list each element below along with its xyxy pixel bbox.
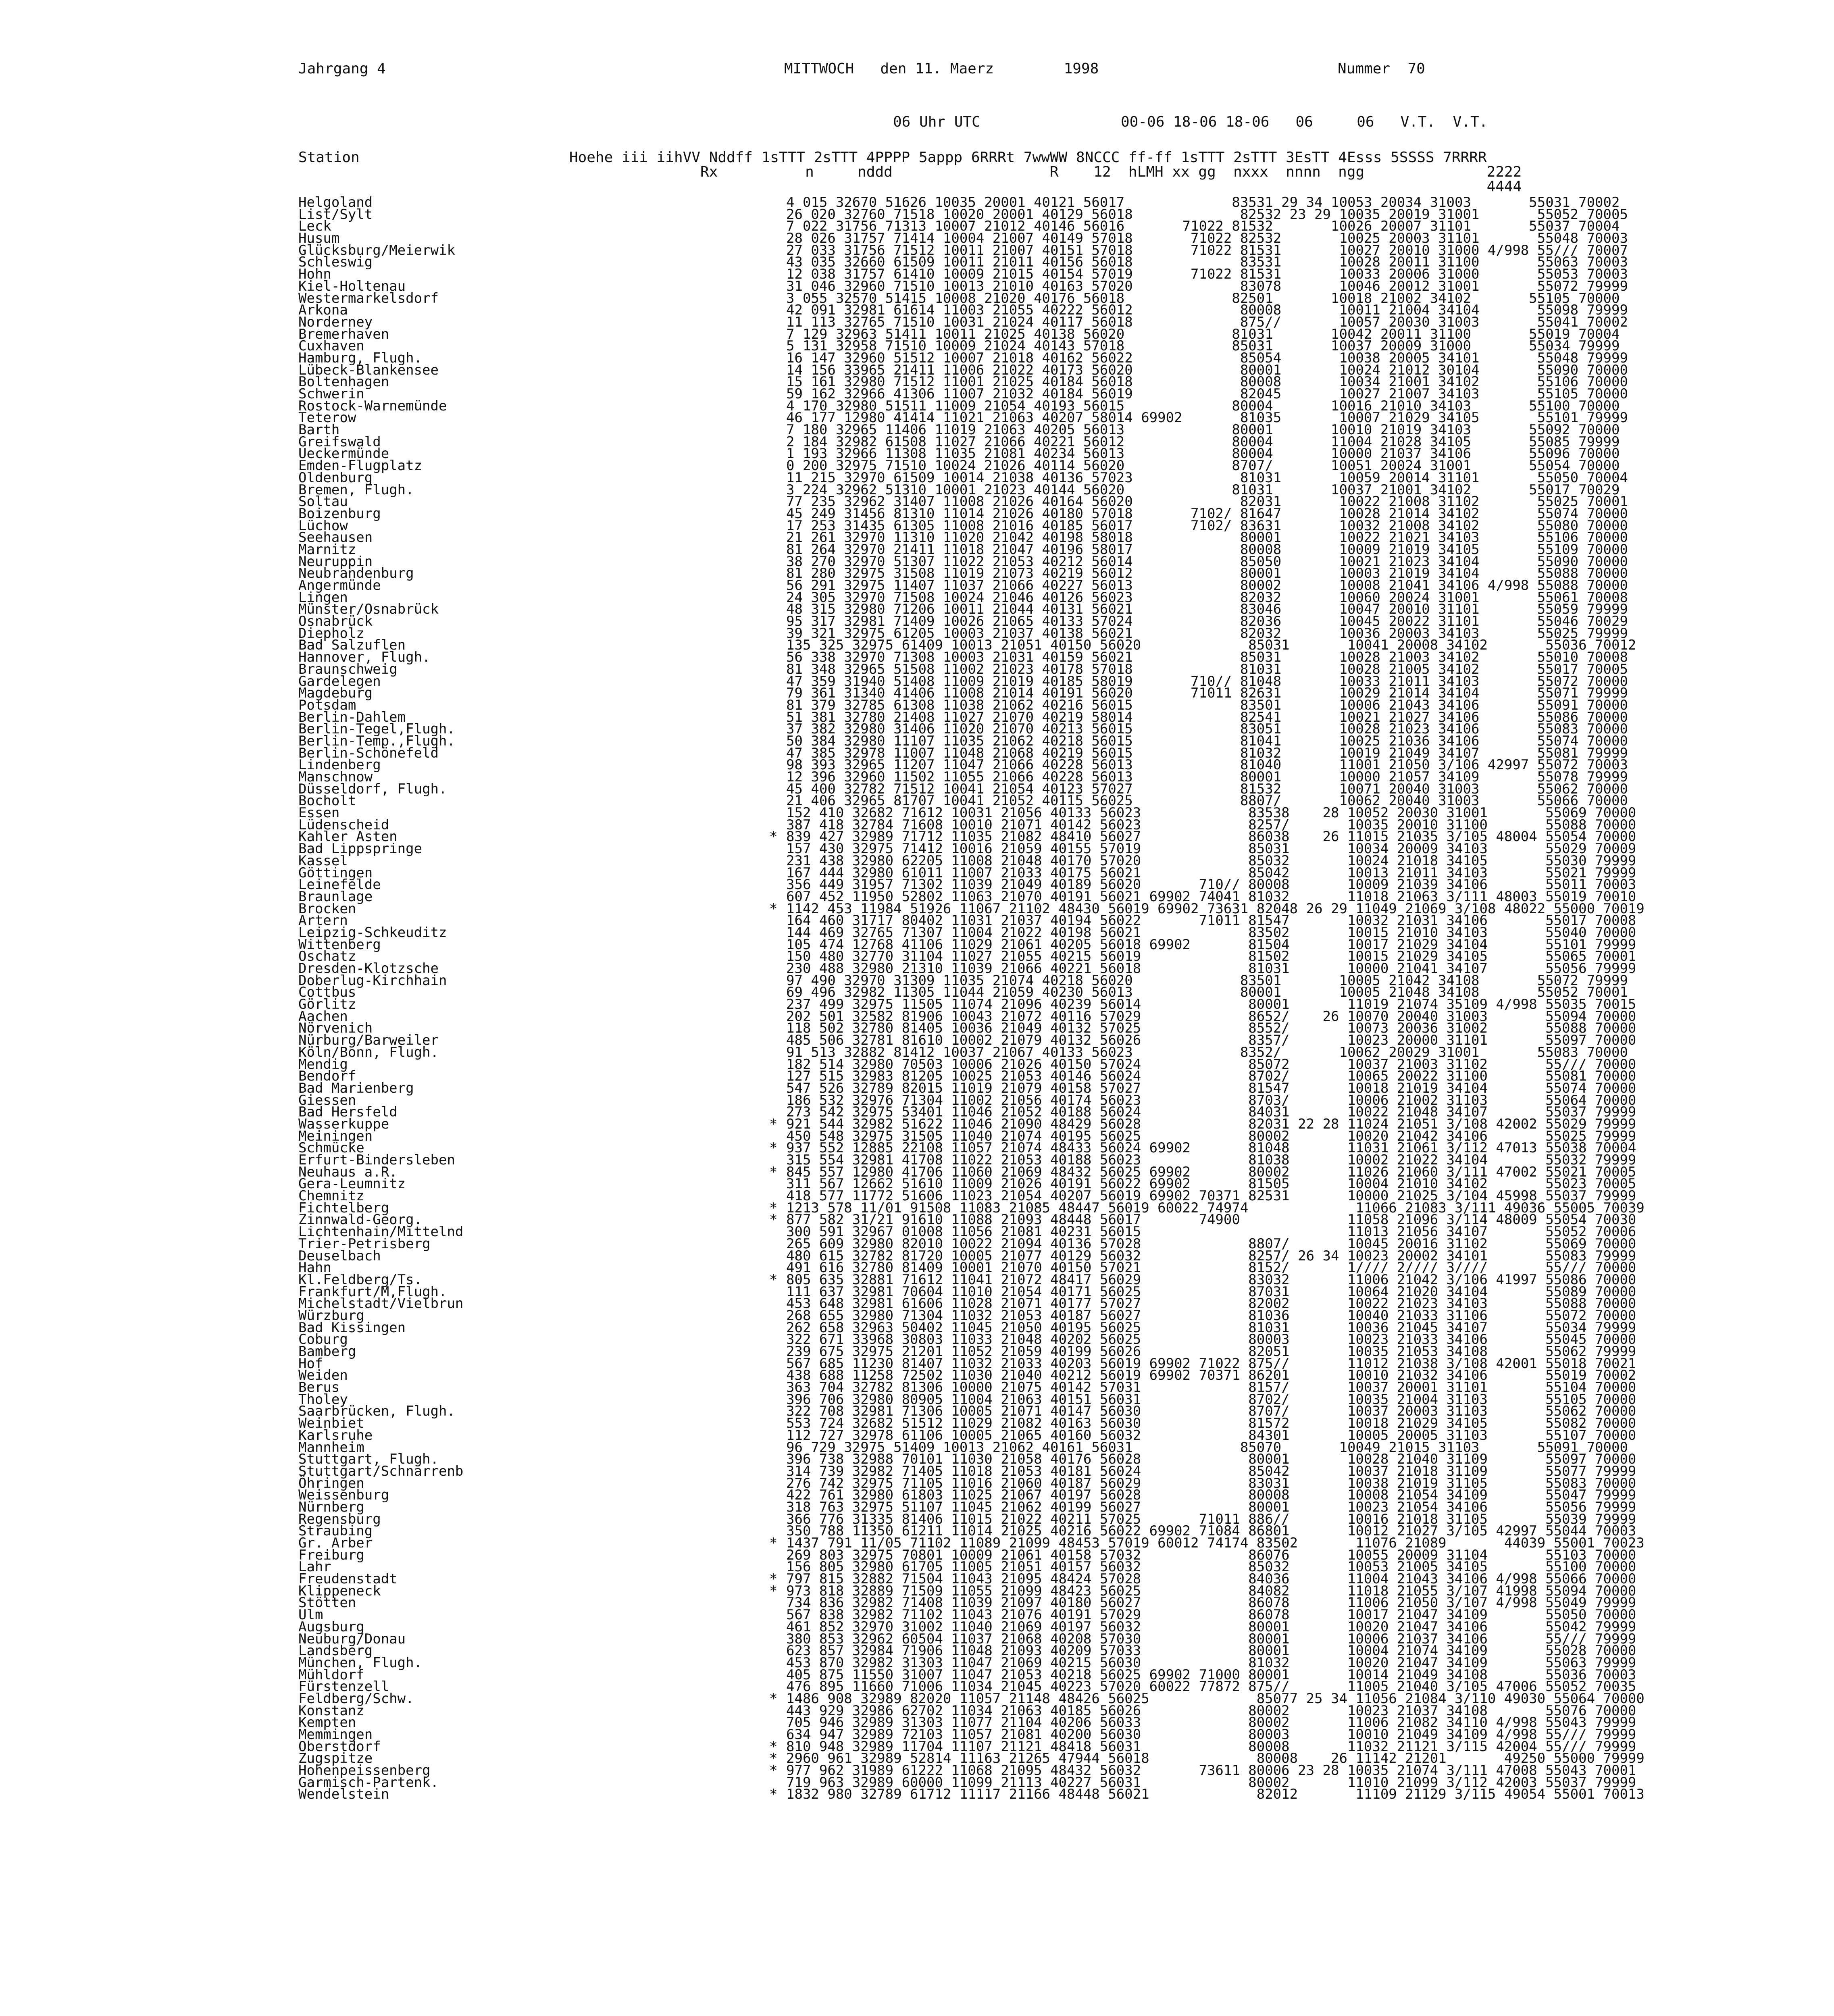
station-observation-codes: 356 449 31957 71302 11039 21049 40189 56020 710// 80008 10009 21039 34106 55011 70003: [786, 877, 1636, 893]
station-observation-codes: 314 739 32982 71405 11018 21053 40181 56024 85042 10037 21018 31109 55077 79999: [786, 1463, 1636, 1479]
station-observation-codes: 366 776 31335 81406 11015 21022 40211 57025 71011 886// 10016 21018 31105 55039 79999: [786, 1511, 1636, 1527]
station-observation-codes: 438 688 11258 72502 11030 21040 40212 56019 69902 70371 86201 10010 21032 34106 55019 70002: [786, 1367, 1636, 1384]
station-name: Straubing: [298, 1523, 373, 1539]
station-name: Ulm: [298, 1607, 323, 1623]
station-observation-codes: 396 738 32988 70101 11030 21058 40176 56028 80001 10028 21040 31109 55097 70000: [786, 1451, 1636, 1468]
station-observation-codes: 98 393 32965 11207 11047 21066 40228 56013 81040 11001 21050 3/106 42997 55072 70003: [786, 757, 1628, 773]
station-name: Augsburg: [298, 1618, 364, 1635]
station-name: Dresden-Klotzsche: [298, 960, 439, 977]
station-observation-codes: 1486 908 32989 82020 11057 21148 48426 56025 85077 25 34 11056 21084 3/110 49030 55064 70000: [786, 1690, 1645, 1707]
station-observation-codes: 239 675 32975 21201 11052 21059 40199 56026 82051 10035 21053 34108 55062 79999: [786, 1343, 1636, 1360]
mountain-station-marker: *: [769, 1762, 778, 1779]
station-name: Berlin-Tegel,Flugh.: [298, 721, 455, 737]
station-observation-codes: 4 170 32980 51511 11009 21054 40193 56015 80004 10016 21010 34103 55100 70000: [786, 398, 1620, 414]
station-name: Coburg: [298, 1331, 348, 1348]
station-name: Lüdenscheid: [298, 816, 389, 833]
station-name: Oldenburg: [298, 469, 373, 486]
station-observation-codes: 237 499 32975 11505 11074 21096 40239 56014 80001 11019 21074 35109 4/998 55035 70015: [786, 996, 1636, 1013]
station-observation-codes: 553 724 32682 51512 11029 21082 40163 56030 81572 10018 21029 34105 55082 70000: [786, 1415, 1636, 1432]
station-observation-codes: 16 147 32960 51512 10007 21018 40162 56022 85054 10038 20005 34101 55048 79999: [786, 350, 1628, 366]
station-name: Kahler Asten: [298, 829, 398, 845]
station-observation-codes: 12 038 31757 61410 10009 21015 40154 57019 71022 81531 10033 20006 31000 55053 70003: [786, 266, 1628, 283]
station-name: Bad Salzuflen: [298, 637, 406, 654]
station-name: Fichtelberg: [298, 1200, 389, 1216]
station-observation-codes: 450 548 32975 31505 11040 21074 40195 56025 80002 10020 21042 34106 55025 79999: [786, 1128, 1636, 1144]
station-observation-codes: 59 162 32966 41306 11007 21032 40184 56019 82045 10027 21007 34103 55105 70000: [786, 386, 1628, 402]
station-observation-codes: 56 338 32970 71308 10003 21031 40159 56021 85031 10028 21003 34102 55010 70008: [786, 649, 1628, 666]
mountain-station-marker: *: [769, 900, 778, 917]
station-observation-codes: 167 444 32980 61011 11007 21033 40175 56021 85042 10013 21011 34103 55021 79999: [786, 864, 1636, 881]
station-name: Schleswig: [298, 254, 373, 271]
station-observation-codes: 1213 578 11/01 91508 11083 21085 48447 56019 60022 74974 11066 21083 3/111 49036 55005 70039: [786, 1200, 1645, 1216]
station-name: Tholey: [298, 1391, 348, 1408]
station-name: Stuttgart/Schnarrenb: [298, 1463, 464, 1479]
station-observation-codes: 705 946 32989 31303 11077 21104 40206 56033 80002 11006 21082 34110 4/998 55043 79999: [786, 1714, 1636, 1731]
mountain-station-marker: *: [769, 829, 778, 845]
station-name: Mühldorf: [298, 1666, 364, 1683]
station-observation-codes: 118 502 32780 81405 10036 21049 40132 57025 8552/ 10073 20036 31002 55088 70000: [786, 1020, 1636, 1037]
station-name: Hahn: [298, 1260, 331, 1276]
station-name: Neuhaus a.R.: [298, 1164, 398, 1180]
station-name: Lingen: [298, 589, 348, 606]
station-observation-codes: 2 184 32982 61508 11027 21066 40221 56012 80004 11004 21028 34105 55085 79999: [786, 433, 1620, 450]
station-name: Wasserkuppe: [298, 1116, 389, 1132]
station-observation-codes: 387 418 32784 71608 10010 21071 40142 56023 8257/ 10035 20010 31100 55088 70000: [786, 816, 1636, 833]
station-observation-codes: 480 615 32782 81720 10005 21077 40129 56032 8257/ 26 34 10023 20002 34101 55083 79999: [786, 1248, 1636, 1264]
station-name: Oberstdorf: [298, 1738, 381, 1755]
station-observation-codes: 453 870 32982 31303 11047 21069 40215 56030 81032 10020 21047 34109 55063 79999: [786, 1654, 1636, 1671]
station-observation-codes: 5 131 32958 71510 10009 21024 40143 57018 85031 10037 20009 31000 55034 79999: [786, 338, 1620, 354]
station-observation-codes: 476 895 11660 71006 11034 21045 40223 57020 60022 77872 875// 11005 21040 3/105 47006 55052 70035: [786, 1679, 1636, 1695]
station-name: Lichtenhain/Mittelnd: [298, 1224, 464, 1240]
station-observation-codes: 7 180 32965 11406 11019 21063 40205 56013 80001 10010 21019 34103 55092 70000: [786, 422, 1620, 438]
station-observation-codes: 845 557 12980 41706 11060 21069 48432 56025 69902 80002 11026 21060 3/111 47002 55021 70005: [786, 1164, 1636, 1180]
station-name: Arkona: [298, 302, 348, 319]
station-observation-codes: 186 532 32976 71304 11002 21056 40174 56023 8703/ 10006 21002 31103 55064 70000: [786, 1092, 1636, 1108]
station-name: Teterow: [298, 410, 356, 426]
station-observation-codes: 27 033 31756 71512 10011 21007 40151 57018 71022 81531 10027 20010 31000 4/998 55/// 70007: [786, 242, 1628, 258]
station-observation-codes: 262 658 32963 50402 11045 21050 40195 56025 81031 10036 21045 34107 55034 79999: [786, 1319, 1636, 1336]
station-name: Nürburg/Barweiler: [298, 1032, 439, 1049]
station-name: Münster/Osnabrück: [298, 601, 439, 618]
station-observation-codes: 43 035 32660 61509 10011 21011 40156 56018 83531 10028 20011 31100 55063 70003: [786, 254, 1628, 271]
station-observation-codes: 11 113 32765 71510 10031 21024 40117 56018 875// 10057 20030 31003 55041 70002: [786, 314, 1628, 330]
station-observation-codes: 877 582 31/21 91610 11088 21093 48448 56017 74900 11058 21096 3/114 48009 55054 70030: [786, 1212, 1636, 1228]
station-name: Freudenstadt: [298, 1571, 398, 1587]
station-name: Leinefelde: [298, 877, 381, 893]
mountain-station-marker: *: [769, 1786, 778, 1803]
station-observation-codes: 485 506 32781 81610 10002 21079 40132 56026 8357/ 10023 20000 31101 55097 70000: [786, 1032, 1636, 1049]
station-observation-codes: 46 177 12980 41414 11021 21063 40207 58014 69902 81035 10007 21029 34105 55101 79999: [786, 410, 1628, 426]
station-observation-codes: 48 315 32980 71206 10011 21044 40131 56021 83046 10047 20010 31101 55059 79999: [786, 601, 1628, 618]
station-observation-codes: 26 020 32760 71518 10020 20001 40129 56018 82532 23 29 10035 20019 31001 55052 70005: [786, 206, 1628, 223]
column-header-line-1: Station Hoehe iii iihVV Nddff 1sTTT 2sTTT 4PPPP 5appp 6RRRt 7wwWW 8NCCC ff-ff 1sTTT 2sTTT 3EsTT 4Esss 5SSSS 7RRRR: [298, 149, 1487, 166]
station-observation-codes: 3 224 32962 51310 10001 21023 40144 56020 81031 10037 21001 34102 55017 70029: [786, 481, 1620, 498]
period-headers: 00-06 18-06 18-06 06 06 V.T. V.T.: [1121, 114, 1488, 130]
station-observation-codes: 350 788 11350 61211 11014 21025 40216 56022 69902 71084 86801 10012 21027 3/105 42997 55044 70003: [786, 1523, 1636, 1539]
station-observation-codes: 39 321 32975 61205 10003 21037 40138 56021 82032 10036 20003 34103 55025 79999: [786, 625, 1628, 641]
station-name: Erfurt-Bindersleben: [298, 1152, 455, 1168]
station-name: Stötten: [298, 1595, 356, 1611]
mountain-station-marker: *: [769, 1140, 778, 1156]
station-name: Berlin-Dahlem: [298, 709, 406, 725]
station-name: Hohenpeissenberg: [298, 1762, 431, 1779]
station-name: Bremerhaven: [298, 326, 389, 342]
station-observation-codes: 607 452 11950 52802 11063 21070 40191 56021 69902 74041 81032 11018 21063 3/111 48003 55019 70010: [786, 888, 1636, 905]
station-observation-codes: 21 406 32965 81707 10041 21052 40115 56025 8807/ 10062 20040 31003 55066 70000: [786, 793, 1628, 809]
station-observation-codes: 311 567 12662 51610 11009 21026 40191 56022 69902 81505 10004 21010 34102 55023 70005: [786, 1176, 1636, 1192]
station-name: Greifswald: [298, 433, 381, 450]
station-name: Angermünde: [298, 577, 381, 594]
station-name: Meiningen: [298, 1128, 373, 1144]
station-name: Soltau: [298, 494, 348, 510]
station-name: Lindenberg: [298, 757, 381, 773]
station-observation-codes: 21 261 32970 11310 11020 21042 40198 58018 80001 10022 21021 34103 55106 70000: [786, 529, 1628, 546]
mountain-station-marker: *: [769, 1571, 778, 1587]
station-name: Garmisch-Partenk.: [298, 1774, 439, 1791]
station-name: Würzburg: [298, 1307, 364, 1324]
station-observation-codes: 1 193 32966 11308 11035 21081 40234 56013 80004 10000 21037 34106 55096 70000: [786, 446, 1620, 462]
station-name: Schmücke: [298, 1140, 364, 1156]
station-name: Westermarkelsdorf: [298, 290, 439, 306]
station-name: Fürstenzell: [298, 1679, 389, 1695]
station-observation-codes: 45 400 32782 71512 10041 21054 40123 57027 81532 10071 20040 31003 55062 70000: [786, 781, 1628, 797]
station-observation-codes: 634 947 32989 72103 11057 21081 40200 56030 80003 10010 21049 34109 4/998 55/// 79999: [786, 1727, 1636, 1743]
station-name: Wittenberg: [298, 936, 381, 953]
station-name: Hannover, Flugh.: [298, 649, 431, 666]
station-observation-codes: 14 156 33965 21411 11006 21022 40173 56020 80001 10024 21012 30104 55090 70000: [786, 362, 1628, 378]
station-name: Chemnitz: [298, 1188, 364, 1204]
mountain-station-marker: *: [769, 1583, 778, 1599]
station-name: Zugspitze: [298, 1750, 373, 1767]
station-name: Giessen: [298, 1092, 356, 1108]
station-name: Feldberg/Schw.: [298, 1690, 414, 1707]
station-name: Norderney: [298, 314, 373, 330]
station-name: Manschnow: [298, 769, 373, 785]
station-observation-codes: 150 480 32770 31104 11027 21055 40215 56019 81502 10015 21029 34105 55065 70001: [786, 948, 1636, 965]
station-name: Nörvenich: [298, 1020, 373, 1037]
station-name: Weiden: [298, 1367, 348, 1384]
station-name: Cottbus: [298, 984, 356, 1001]
station-name: Kiel-Holtenau: [298, 278, 406, 294]
station-observation-codes: 322 708 32981 71306 10005 21071 40147 56030 8707/ 10037 20003 31103 55062 70000: [786, 1403, 1636, 1420]
station-observation-codes: 51 381 32780 21408 11027 21070 40219 58014 82541 10021 21027 34106 55086 70000: [786, 709, 1628, 725]
station-table: [298, 194, 1790, 1803]
station-name: Lübeck-Blankensee: [298, 362, 439, 378]
station-observation-codes: 28 026 31757 71414 10004 21007 40149 57018 71022 82532 10025 20003 31101 55048 70003: [786, 230, 1628, 247]
station-name: Mendig: [298, 1056, 348, 1073]
station-name: Artern: [298, 912, 348, 929]
station-name: Hohn: [298, 266, 331, 283]
station-name: Husum: [298, 230, 340, 247]
station-observation-codes: 937 552 12885 22108 11057 21074 48433 56024 69902 81048 11031 21061 3/112 47013 55038 70004: [786, 1140, 1636, 1156]
station-name: Osnabrück: [298, 613, 373, 630]
station-name: Lüchow: [298, 517, 348, 534]
station-name: Trier-Petrisberg: [298, 1235, 431, 1252]
station-name: Freiburg: [298, 1547, 364, 1563]
station-name: Göttingen: [298, 864, 373, 881]
station-name: Berlin-Temp.,Flugh.: [298, 733, 455, 749]
station-observation-codes: 152 410 32682 71612 10031 21056 40133 56023 83538 28 10052 20030 31001 55069 70000: [786, 805, 1636, 821]
column-header-line-2: Rx n nddd R 12 hLMH xx gg nxxx nnnn ngg 2222: [298, 164, 1522, 180]
station-name: Bremen, Flugh.: [298, 481, 414, 498]
station-observation-codes: 127 515 32983 81205 10025 21053 40146 56024 8702/ 10065 20022 31100 55081 70000: [786, 1068, 1636, 1085]
station-observation-codes: 157 430 32975 71412 10016 21059 40155 57019 85031 10034 20009 34103 55029 70009: [786, 841, 1636, 857]
station-observation-codes: 1437 791 11/05 71102 11089 21099 48453 57019 60012 74174 83502 11076 21089 44039 55001 70023: [786, 1535, 1645, 1551]
station-name: Klippeneck: [298, 1583, 381, 1599]
station-observation-codes: 7 129 32963 51411 10011 21025 40138 56020 81031 10042 20011 31100 55019 70004: [786, 326, 1620, 342]
station-observation-codes: 230 488 32980 21310 11039 21066 40221 56018 81031 10000 21041 34107 55056 79999: [786, 960, 1636, 977]
station-name: Regensburg: [298, 1511, 381, 1527]
station-name: Cuxhaven: [298, 338, 364, 354]
station-observation-codes: 17 253 31435 61305 11008 21016 40185 56017 7102/ 83631 10032 21008 34102 55080 70000: [786, 517, 1628, 534]
station-observation-codes: 56 291 32975 11407 11037 21066 40227 56013 80002 10008 21041 34106 4/998 55088 70000: [786, 577, 1628, 594]
station-name: Karlsruhe: [298, 1427, 373, 1443]
station-observation-codes: 363 704 32782 81306 10000 21075 40142 57031 8157/ 10037 20001 31101 55104 70000: [786, 1379, 1636, 1396]
station-name: Bad Lippspringe: [298, 841, 423, 857]
station-observation-codes: 380 853 32962 60504 11037 21068 40208 57030 80001 10006 21037 34106 55/// 79999: [786, 1631, 1636, 1647]
station-name: Kempten: [298, 1714, 356, 1731]
mountain-station-marker: *: [769, 1690, 778, 1707]
station-observation-codes: 182 514 32980 70503 10006 21026 40150 57024 85072 10037 21003 31102 55/// 70000: [786, 1056, 1636, 1073]
station-observation-codes: 567 685 11230 81407 11032 21033 40203 56019 69902 71022 875// 11012 21038 3/108 42001 55018 70021: [786, 1355, 1636, 1372]
mountain-station-marker: *: [769, 1535, 778, 1551]
station-observation-codes: 37 382 32980 31406 11020 21070 40213 56015 83051 10028 21023 34106 55083 70000: [786, 721, 1628, 737]
station-name: Magdeburg: [298, 685, 373, 702]
station-observation-codes: 24 305 32970 71508 10024 21046 40126 56023 82032 10060 20024 31001 55061 70008: [786, 589, 1628, 606]
station-name: Lahr: [298, 1559, 331, 1575]
station-observation-codes: 1142 453 11984 51926 11067 21102 48430 56019 69902 73631 82048 26 29 11049 21069 3/108 48022 55000 70019: [786, 900, 1645, 917]
table-row: [298, 1786, 1790, 1803]
station-name: Zinnwald-Georg.: [298, 1212, 423, 1228]
station-name: Brocken: [298, 900, 356, 917]
station-observation-codes: 77 235 32962 31407 11008 21026 40164 56020 82031 10022 21008 31102 55025 70001: [786, 494, 1628, 510]
station-observation-codes: 1832 980 32789 61712 11117 21166 48448 56021 82012 11109 21129 3/115 49054 55001 70013: [786, 1786, 1645, 1803]
station-name: Aachen: [298, 1008, 348, 1025]
station-observation-codes: 15 161 32980 71512 11001 21025 40184 56018 80008 10034 21001 34102 55106 70000: [786, 374, 1628, 390]
station-name: Gera-Leumnitz: [298, 1176, 406, 1192]
station-observation-codes: 623 857 32984 71906 11048 21093 40209 57033 80001 10004 21074 34109 55028 70000: [786, 1643, 1636, 1659]
issue-date: MITTWOCH den 11. Maerz 1998: [784, 60, 1099, 77]
station-observation-codes: 453 648 32981 61606 11028 21071 40177 57027 82002 10022 21023 34103 55088 70000: [786, 1295, 1636, 1312]
station-observation-codes: 81 348 32965 51508 11002 21023 40178 57018 81031 10028 21005 34102 55017 70005: [786, 661, 1628, 677]
station-observation-codes: 405 875 11550 31007 11047 21053 40218 56025 69902 71000 80001 10014 21049 34108 55036 70003: [786, 1666, 1636, 1683]
station-name: Öhringen: [298, 1475, 364, 1491]
column-header-line-3: 4444: [298, 178, 1522, 195]
station-observation-codes: 839 427 32989 71712 11035 21082 48410 56027 86038 26 11015 21035 3/105 48004 55054 70000: [786, 829, 1636, 845]
station-observation-codes: 461 852 32970 31002 11040 21069 40197 56032 80001 10020 21047 34106 55042 79999: [786, 1618, 1636, 1635]
station-name: Bad Marienberg: [298, 1080, 414, 1096]
station-name: Kl.Feldberg/Ts.: [298, 1271, 423, 1288]
station-observation-codes: 47 359 31940 51408 11009 21019 40185 58019 710// 81048 10033 21011 34103 55072 70000: [786, 673, 1628, 689]
station-name: Doberlug-Kirchhain: [298, 972, 447, 989]
station-observation-codes: 269 803 32975 70801 10009 21061 40158 57032 86076 10055 20009 31104 55103 70000: [786, 1547, 1636, 1563]
station-name: Rostock-Warnemünde: [298, 398, 447, 414]
station-name: Düsseldorf, Flugh.: [298, 781, 447, 797]
station-name: Köln/Bonn, Flugh.: [298, 1044, 439, 1060]
station-observation-codes: 396 706 32980 80905 11004 21063 40151 56031 8702/ 10035 21004 31103 55105 70000: [786, 1391, 1636, 1408]
station-observation-codes: 12 396 32960 11502 11055 21066 40228 56013 80001 10000 21057 34109 55078 79999: [786, 769, 1628, 785]
station-name: Landsberg: [298, 1643, 373, 1659]
station-observation-codes: 231 438 32980 62205 11008 21048 40170 57020 85032 10024 21018 34105 55030 79999: [786, 852, 1636, 869]
station-observation-codes: 734 836 32982 71408 11039 21097 40180 56027 86078 11006 21050 3/107 4/998 55049 79999: [786, 1595, 1636, 1611]
station-observation-codes: 135 325 32975 61409 10013 21051 40150 56020 85031 10041 20008 34102 55036 70012: [786, 637, 1636, 654]
station-name: Bad Hersfeld: [298, 1104, 398, 1120]
issue-number: Nummer 70: [1338, 60, 1425, 77]
mountain-station-marker: *: [769, 1212, 778, 1228]
station-name: Bendorf: [298, 1068, 356, 1085]
station-observation-codes: 144 469 32765 71307 11004 21022 40198 56021 83502 10015 21010 34103 55040 70000: [786, 924, 1636, 941]
mountain-station-marker: *: [769, 1750, 778, 1767]
station-observation-codes: 31 046 32960 71510 10013 21010 40163 57020 83078 10046 20012 31001 55072 79999: [786, 278, 1628, 294]
station-name: Marnitz: [298, 541, 356, 558]
station-name: Barth: [298, 422, 340, 438]
station-observation-codes: 42 091 32981 61614 11003 21055 40222 56012 80008 10011 21004 34104 55098 79999: [786, 302, 1628, 319]
observation-time: 06 Uhr UTC: [893, 114, 980, 130]
station-name: Seehausen: [298, 529, 373, 546]
station-observation-codes: 921 544 32982 51622 11046 21090 48429 56028 82031 22 28 11024 21051 3/108 42002 55029 79999: [786, 1116, 1636, 1132]
station-name: Potsdam: [298, 697, 356, 713]
station-observation-codes: 50 384 32980 11107 11035 21062 40218 56015 81041 10025 21036 34106 55074 70000: [786, 733, 1628, 749]
station-observation-codes: 96 729 32975 51409 10013 21062 40161 56031 85070 10049 21015 31103 55091 70000: [786, 1439, 1628, 1456]
station-name: Gardelegen: [298, 673, 381, 689]
station-observation-codes: 300 591 32967 01008 11056 21081 40231 56015 11013 21056 34107 55052 70006: [786, 1224, 1636, 1240]
station-name: Oschatz: [298, 948, 356, 965]
station-name: Hamburg, Flugh.: [298, 350, 423, 366]
station-observation-codes: 81 264 32970 21411 11018 21047 40196 58017 80008 10009 21019 34105 55109 70000: [786, 541, 1628, 558]
station-name: List/Sylt: [298, 206, 373, 223]
station-observation-codes: 273 542 32975 53401 11046 21052 40188 56024 84031 10022 21048 34107 55037 79999: [786, 1104, 1636, 1120]
station-name: Helgoland: [298, 194, 373, 210]
station-name: Weissenburg: [298, 1487, 389, 1504]
station-name: Görlitz: [298, 996, 356, 1013]
station-name: Bocholt: [298, 793, 356, 809]
station-observation-codes: 491 616 32780 81409 10001 21070 40150 57021 8152/ 1//// 2//// 3//// 55/// 70000: [786, 1260, 1636, 1276]
station-name: Neuruppin: [298, 553, 373, 570]
station-observation-codes: 156 805 32980 61705 11005 21051 40157 56032 85032 10053 21005 34105 55100 70000: [786, 1559, 1636, 1575]
station-name: Emden-Flugplatz: [298, 458, 423, 474]
station-observation-codes: 91 513 32882 81412 10037 21067 40133 56023 8352/ 10062 20029 31001 55083 70000: [786, 1044, 1628, 1060]
station-name: Neubrandenburg: [298, 565, 414, 582]
station-name: Berus: [298, 1379, 340, 1396]
station-name: Leck: [298, 218, 331, 235]
station-observation-codes: 79 361 31340 41406 11008 21014 40191 56020 71011 82631 10029 21014 34104 55071 79999: [786, 685, 1628, 702]
station-observation-codes: 45 249 31456 81310 11014 21026 40180 57018 7102/ 81647 10028 21014 34102 55074 70000: [786, 505, 1628, 522]
station-observation-codes: 422 761 32980 61803 11025 21067 40197 56028 80008 10008 21054 34109 55047 79999: [786, 1487, 1636, 1504]
station-observation-codes: 547 526 32789 82015 11019 21079 40158 57027 81547 10018 21019 34104 55074 70000: [786, 1080, 1636, 1096]
station-name: Essen: [298, 805, 340, 821]
station-observation-codes: 315 554 32981 41708 11022 21053 40188 56023 81038 10002 21022 34104 55032 79999: [786, 1152, 1636, 1168]
station-name: Saarbrücken, Flugh.: [298, 1403, 455, 1420]
station-observation-codes: 0 200 32975 71510 10024 21026 40114 56020 8707/ 10051 20024 31001 55054 70000: [786, 458, 1620, 474]
station-name: Bamberg: [298, 1343, 356, 1360]
station-observation-codes: 318 763 32975 51107 11045 21062 40199 56027 80001 10023 21054 34106 55056 79999: [786, 1499, 1636, 1515]
station-name: Boizenburg: [298, 505, 381, 522]
station-observation-codes: 2960 961 32989 52814 11163 21265 47944 56018 80008 26 11142 21201 49250 55000 79999: [786, 1750, 1645, 1767]
station-name: München, Flugh.: [298, 1654, 423, 1671]
station-observation-codes: 973 818 32889 71509 11055 21099 48423 56025 84082 11018 21055 3/107 41998 55094 70000: [786, 1583, 1636, 1599]
station-name: Leipzig-Schkeuditz: [298, 924, 447, 941]
jahrgang-label: Jahrgang 4: [298, 60, 386, 77]
mountain-station-marker: *: [769, 1738, 778, 1755]
station-name: Memmingen: [298, 1727, 373, 1743]
station-name: Konstanz: [298, 1702, 364, 1719]
station-name: Berlin-Schönefeld: [298, 745, 439, 761]
station-observation-codes: 567 838 32982 71102 11043 21076 40191 57029 86078 10017 21047 34109 55050 70000: [786, 1607, 1636, 1623]
station-name: Wendelstein: [298, 1786, 389, 1803]
station-observation-codes: 4 015 32670 51626 10035 20001 40121 56017 83531 29 34 10053 20034 31003 55031 70002: [786, 194, 1620, 210]
mountain-station-marker: *: [769, 1164, 778, 1180]
station-name: Mannheim: [298, 1439, 364, 1456]
mountain-station-marker: *: [769, 1271, 778, 1288]
station-observation-codes: 322 671 33968 30803 11033 21048 40202 56025 80003 10023 21033 34106 55045 70000: [786, 1331, 1636, 1348]
station-observation-codes: 805 635 32881 71612 11041 21072 48417 56029 83032 11006 21042 3/106 41997 55086 70000: [786, 1271, 1636, 1288]
station-name: Gr. Arber: [298, 1535, 373, 1551]
station-name: Michelstadt/Vielbrun: [298, 1295, 464, 1312]
station-observation-codes: 268 655 32980 71304 11032 21053 40187 56027 81036 10040 21033 31106 55072 70000: [786, 1307, 1636, 1324]
station-observation-codes: 95 317 32981 71409 10026 21065 40133 57024 82036 10045 20022 31101 55046 70029: [786, 613, 1628, 630]
station-observation-codes: 797 815 32882 71504 11043 21095 48424 57028 84036 11004 21043 34106 4/998 55066 70000: [786, 1571, 1636, 1587]
station-name: Frankfurt/M,Flugh.: [298, 1283, 447, 1300]
station-name: Schwerin: [298, 386, 364, 402]
mountain-station-marker: *: [769, 1200, 778, 1216]
station-observation-codes: 164 460 31717 80402 11031 21037 40194 56022 71011 81547 10032 21031 34106 55017 70008: [786, 912, 1636, 929]
station-name: Ueckermünde: [298, 446, 389, 462]
mountain-station-marker: *: [769, 1116, 778, 1132]
station-name: Boltenhagen: [298, 374, 389, 390]
station-observation-codes: 111 637 32981 70604 11010 21054 40171 56025 87031 10064 21020 34104 55089 70000: [786, 1283, 1636, 1300]
station-observation-codes: 97 490 32970 31309 11035 21074 40218 56020 83501 10005 21042 34108 55072 79999: [786, 972, 1628, 989]
station-observation-codes: 3 055 32570 51415 10008 21020 40176 56018 82501 10018 21002 34102 55105 70000: [786, 290, 1620, 306]
station-observation-codes: 443 929 32986 62702 11034 21063 40185 56026 80002 10023 21037 34108 55076 70000: [786, 1702, 1636, 1719]
station-name: Neuburg/Donau: [298, 1631, 406, 1647]
station-observation-codes: 7 022 31756 71313 10007 21012 40146 56016 71022 81532 10026 20007 31101 55037 70004: [786, 218, 1620, 235]
station-observation-codes: 265 609 32980 82010 10022 21094 40136 57028 8807/ 10045 20016 31102 55069 70000: [786, 1235, 1636, 1252]
station-observation-codes: 81 379 32785 61308 11038 21062 40216 56015 83501 10006 21043 34106 55091 70000: [786, 697, 1628, 713]
station-observation-codes: 810 948 32989 11704 11107 21121 48418 56031 80008 11032 21121 3/115 42004 55/// 79999: [786, 1738, 1636, 1755]
station-observation-codes: 276 742 32975 71105 11016 21060 40187 56029 83031 10038 21019 31105 55083 70000: [786, 1475, 1636, 1491]
station-observation-codes: 81 280 32975 31508 11019 21073 40219 56012 80001 10003 21019 34104 55088 70000: [786, 565, 1628, 582]
station-name: Glücksburg/Meierwik: [298, 242, 455, 258]
station-name: Weinbiet: [298, 1415, 364, 1432]
station-name: Kassel: [298, 852, 348, 869]
station-name: Braunschweig: [298, 661, 398, 677]
station-observation-codes: 47 385 32978 11007 11048 21068 40219 56015 81032 10019 21049 34107 55081 79999: [786, 745, 1628, 761]
station-observation-codes: 11 215 32970 61509 10014 21038 40136 57023 81031 10059 20014 31101 55050 70004: [786, 469, 1628, 486]
station-observation-codes: 977 962 31989 61222 11068 21095 48432 56032 73611 80006 23 28 10035 21074 3/111 47008 55043 70001: [786, 1762, 1636, 1779]
station-observation-codes: 112 727 32978 61106 10005 21065 40160 56032 84301 10005 20005 31103 55107 70000: [786, 1427, 1636, 1443]
station-observation-codes: 105 474 12768 41106 11029 21061 40205 56018 69902 81504 10017 21029 34104 55101 79999: [786, 936, 1636, 953]
station-name: Nürnberg: [298, 1499, 364, 1515]
station-observation-codes: 418 577 11772 51606 11023 21054 40207 56019 69902 70371 82531 10000 21025 3/104 45998 55037 79999: [786, 1188, 1636, 1204]
station-observation-codes: 719 963 32989 60000 11099 21113 40227 56031 80002 11010 21099 3/112 42003 55037 79999: [786, 1774, 1636, 1791]
station-name: Stuttgart, Flugh.: [298, 1451, 439, 1468]
station-observation-codes: 69 496 32982 11305 11044 21059 40230 56013 80001 10005 21048 34108 55052 70001: [786, 984, 1628, 1001]
station-name: Hof: [298, 1355, 323, 1372]
station-name: Deuselbach: [298, 1248, 381, 1264]
station-name: Braunlage: [298, 888, 373, 905]
station-name: Bad Kissingen: [298, 1319, 406, 1336]
station-name: Diepholz: [298, 625, 364, 641]
station-observation-codes: 38 270 32970 51307 11022 21053 40212 56014 85050 10021 21023 34104 55090 70000: [786, 553, 1628, 570]
station-observation-codes: 202 501 32582 81906 10043 21072 40116 57029 8652/ 26 10070 20040 31003 55094 70000: [786, 1008, 1636, 1025]
